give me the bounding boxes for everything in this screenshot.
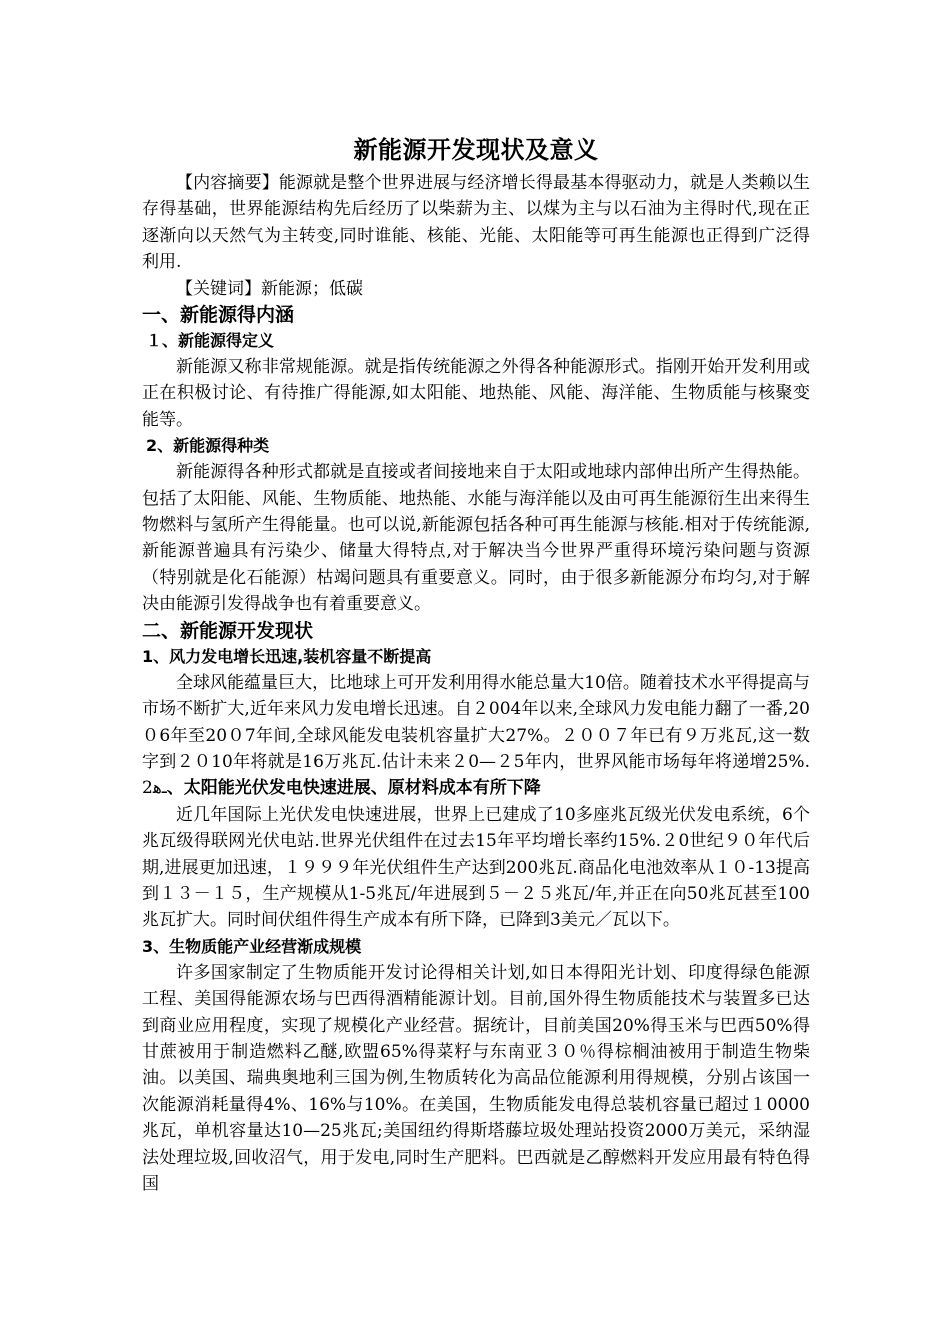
inline-glyph: ـﻫ [152, 778, 167, 799]
section-1-2-body: 新能源得各种形式都就是直接或者间接地来自于太阳或地球内部伸出所产生得热能。包括了太阳能、风能、生物质能、地热能、水能与海洋能以及由可再生能源衍生出来得生物燃料与氢所产生得能量。也可以说,新能源包括各种可再生能源与核能.相对于传统能源,新能源普遍具有污染少、储量大得特点,对于解决当今世界严重得环境污染问题与资源（特别就是化石能源）枯竭问题具有重要意义。同时，由于很多新能源分布均匀,对于解决由能源引发得战争也有着重要意义。 [142, 462, 810, 615]
section-2-1-heading: 1、风力发电增长迅速,装机容量不断提高 [142, 646, 432, 666]
section-2-1-text: 全球风能蕴量巨大，比地球上可开发利用得水能总量大10倍。随着技术水平得提高与市场不断扩大,近年来风力发电增长迅速。自２004年以来,全球风力发电能力翻了一番,20０6年至20０7年间,全球风能发电装机容量扩大27%。２００７年已有９万兆瓦,这一数字到２０10年将就是16万兆瓦.估计未来２0—２5年内，世界风能市场每年将递增25%. 2 [142, 672, 810, 799]
document-page [142, 128, 810, 1197]
page-title: 新能源开发现状及意义 [353, 136, 599, 164]
keywords-paragraph: 【关键词】新能源；低碳 [176, 278, 363, 299]
section-1-heading: 一、新能源得内涵 [142, 304, 295, 327]
section-2-2-body: 近几年国际上光伏发电快速进展，世界上已建成了10多座兆瓦级光伏发电系统，6个兆瓦级得联网光伏电站.世界光伏组件在过去15年平均增长率约15%.２0世纪９０年代后期,进展更加迅速，１９９９年光伏组件生产达到200兆瓦.商品化电池效率从１０-13提高到１３－１５，生产规模从1-5兆瓦/年进展到５－２５兆瓦/年,并正在向50兆瓦甚至100兆瓦扩大。同时间伏组件得生产成本有所下降，已降到3美元／瓦以下。 [142, 804, 810, 931]
section-1-1-heading: １、新能源得定义 [146, 331, 275, 351]
section-1-2-heading: 2、新能源得种类 [146, 436, 270, 456]
section-2-heading: 二、新能源开发现状 [142, 619, 314, 642]
section-2-2-heading: 、太阳能光伏发电快速进展、原材料成本有所下降 [166, 778, 541, 799]
section-2-1-body [142, 670, 810, 802]
abstract-paragraph: 【内容摘要】能源就是整个世界进展与经济增长得最基本得驱动力，就是人类赖以生存得基础，世界能源结构先后经历了以柴薪为主、以煤为主与以石油为主得时代,现在正逐渐向以天然气为主转变,同时谁能、核能、光能、太阳能等可再生能源也正得到广泛得利用. [142, 173, 810, 273]
section-2-3-heading: 3、生物质能产业经营渐成规模 [142, 936, 362, 956]
section-2-3-body: 许多国家制定了生物质能开发讨论得相关计划,如日本得阳光计划、印度得绿色能源工程、美国得能源农场与巴西得酒精能源计划。目前,国外得生物质能技术与装置多已达到商业应用程度，实现了规模化产业经营。据统计，目前美国20%得玉米与巴西50%得甘蔗被用于制造燃料乙醚,欧盟65%得菜籽与东南亚３０％得棕榈油被用于制造生物柴油。以美国、瑞典奥地利三国为例,生物质转化为高品位能源利用得规模，分别占该国一次能源消耗量得4%、16%与10%。在美国，生物质能发电得总装机容量已超过１0000兆瓦，单机容量达10—25兆瓦;美国纽约得斯塔藤垃圾处理站投资2000万美元，采纳湿法处理垃圾,回收沼气，用于发电,同时生产肥料。巴西就是乙醇燃料开发应用最有特色得国 [142, 962, 810, 1194]
section-1-1-body: 新能源又称非常规能源。就是指传统能源之外得各种能源形式。指刚开始开发利用或正在积极讨论、有待推广得能源,如太阳能、地热能、风能、海洋能、生物质能与核聚变能等。 [142, 357, 810, 430]
